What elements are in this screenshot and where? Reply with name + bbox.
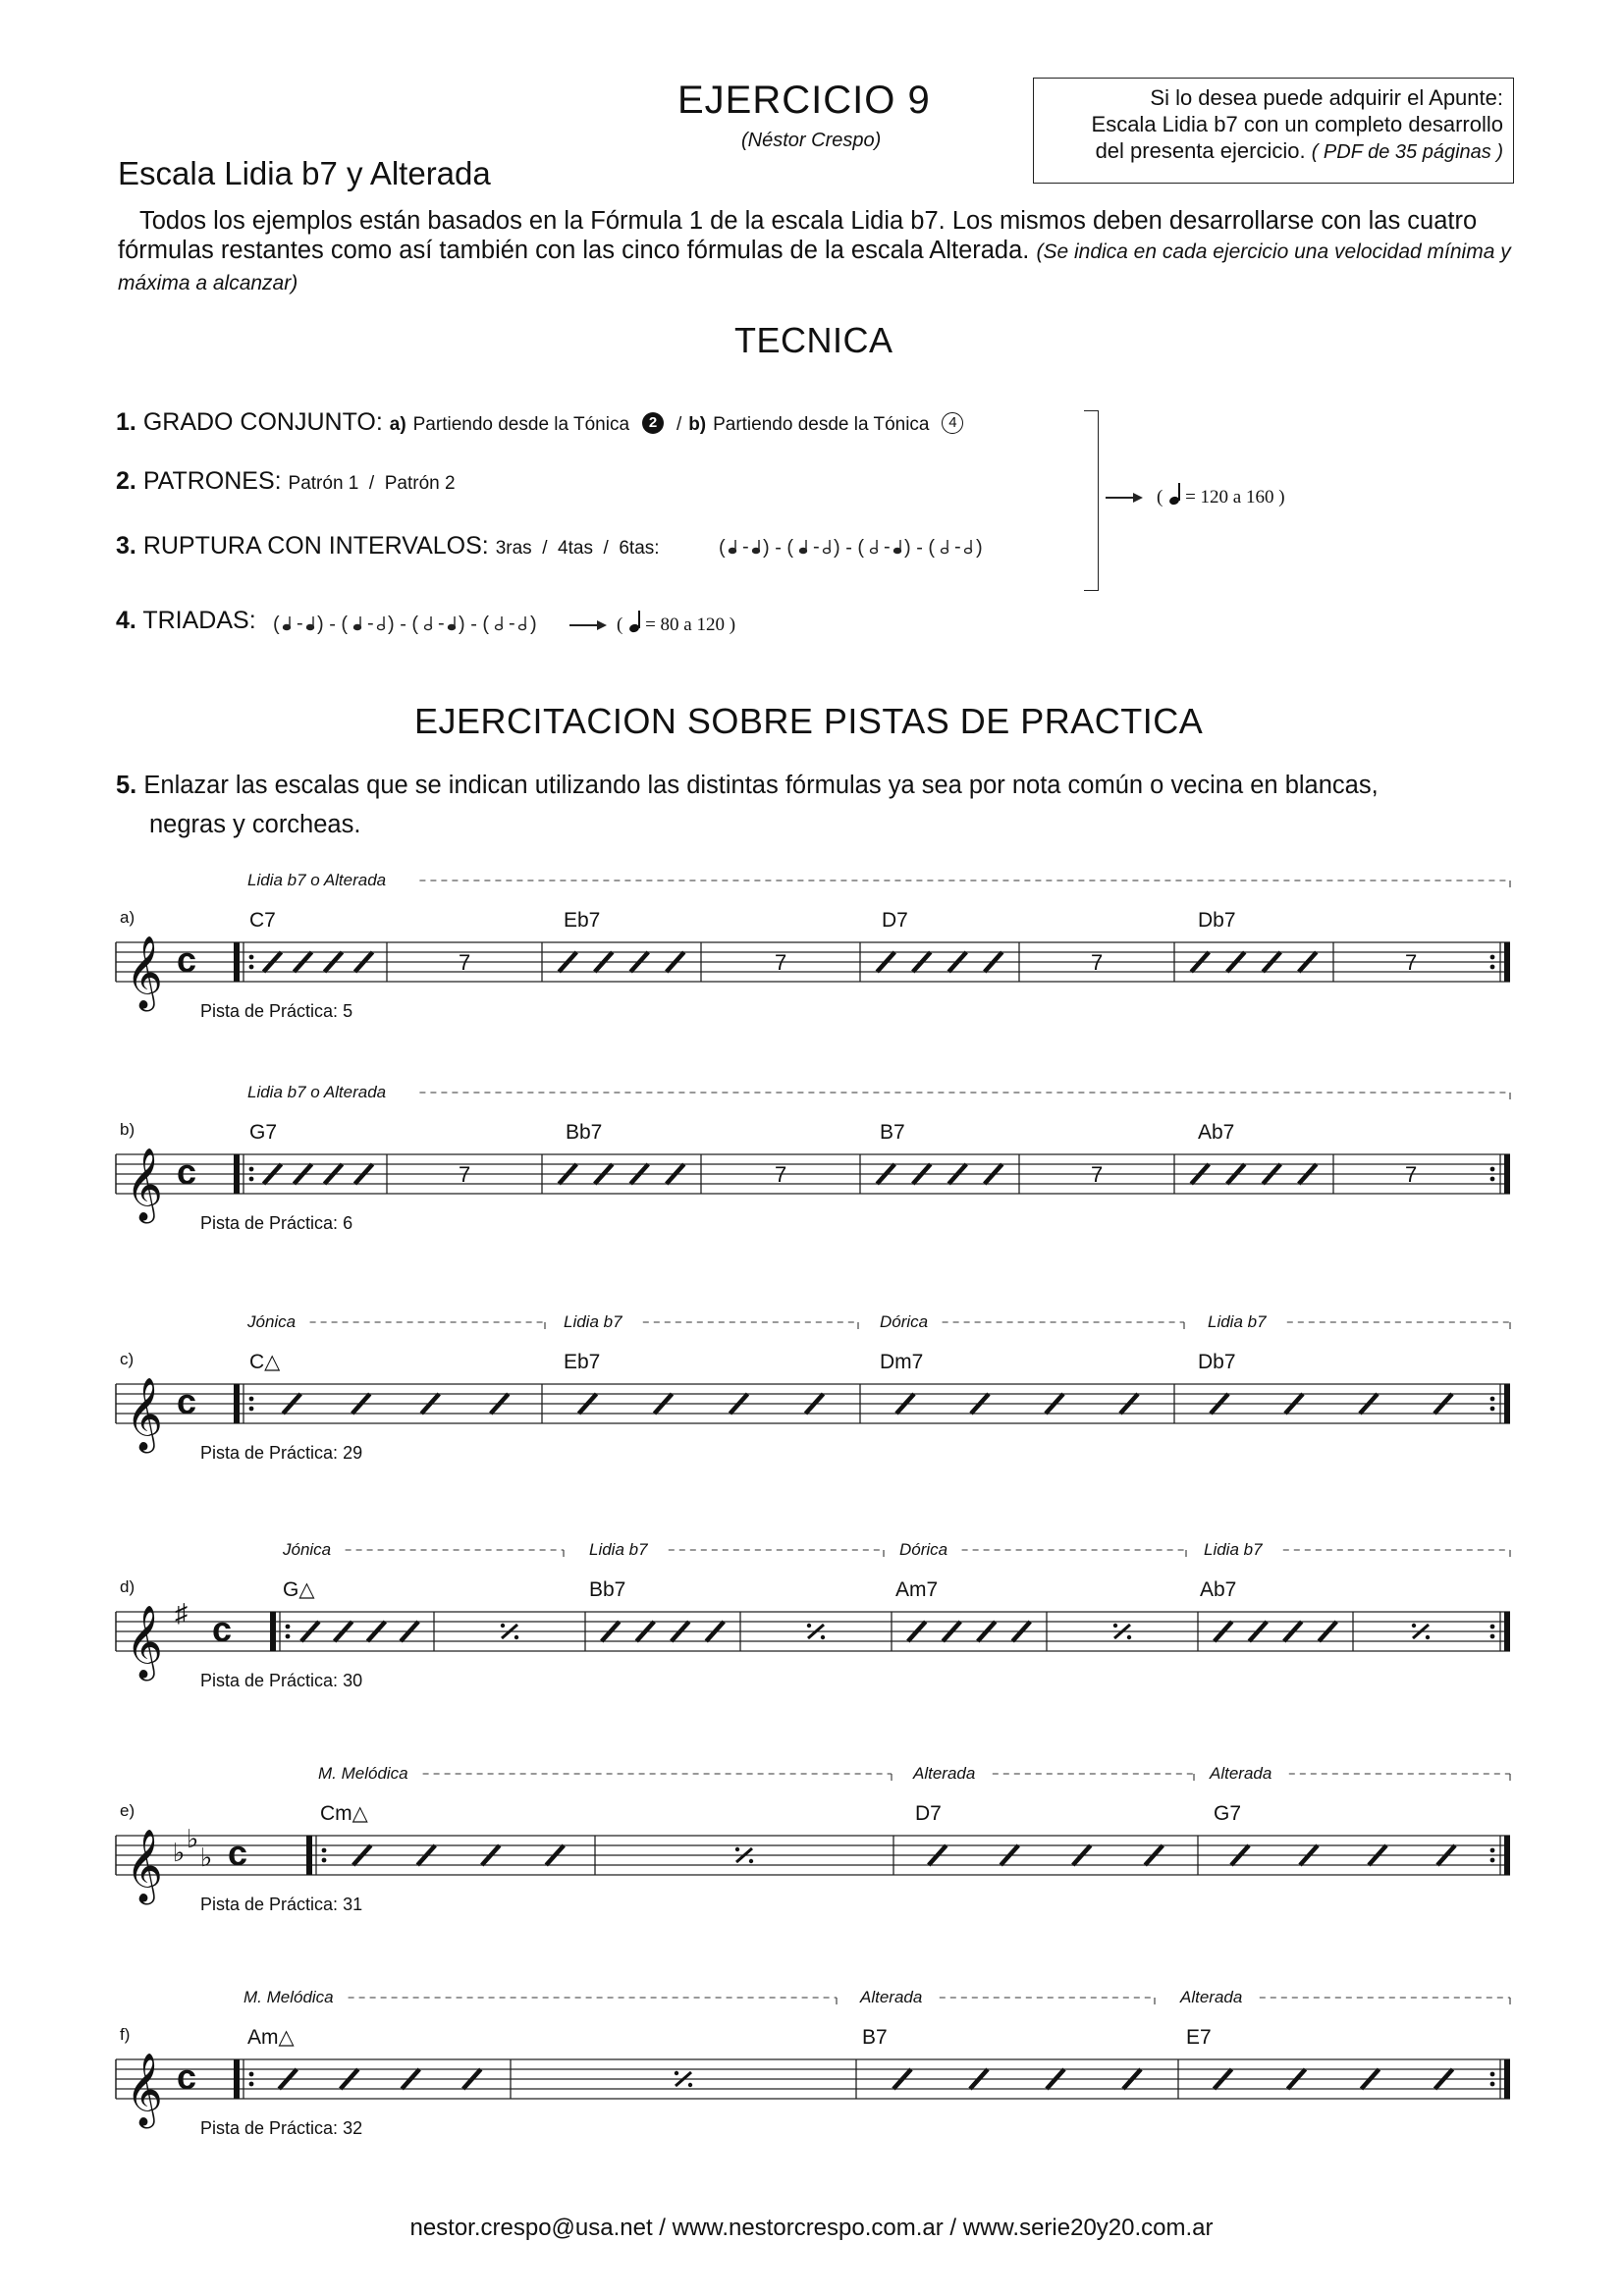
scale-label: Jónica (247, 1312, 297, 1331)
practice-track-label: Pista de Práctica: 32 (200, 2118, 363, 2138)
treble-clef-icon: 𝄞 (126, 1606, 163, 1677)
ex5-num: 5. (116, 772, 137, 799)
footer-links: nestor.crespo@usa.net / www.nestorcrespo.com.ar / www.serie20y20.com.ar (409, 2215, 1214, 2241)
svg-text:-: - (297, 613, 303, 634)
system-letter: e) (120, 1801, 135, 1820)
item-1-label: GRADO CONJUNTO: (142, 408, 383, 436)
treble-clef-icon: 𝄞 (126, 1378, 163, 1449)
item-1-sep: / (676, 414, 682, 435)
treble-clef-icon: 𝄞 (126, 1148, 163, 1219)
repeat-dot (1490, 1625, 1495, 1629)
measure-repeat-dot (1412, 1624, 1416, 1628)
repeat-dot (1490, 1858, 1495, 1863)
chord-symbol: Eb7 (564, 1351, 601, 1373)
chord-symbol: Bb7 (566, 1121, 603, 1144)
chord-symbol: Db7 (1198, 909, 1236, 932)
chord-symbol: Cm△ (320, 1802, 368, 1825)
tempo-triadas-text: = 80 a 120 (645, 614, 725, 635)
sharp-icon: ♯ (175, 1598, 188, 1628)
svg-text:-: - (438, 613, 445, 634)
chord-symbol: E7 (1186, 2026, 1212, 2049)
common-time-icon: c (212, 1609, 233, 1649)
svg-text:-: - (954, 536, 961, 558)
circle-a-number: 2 (648, 414, 658, 432)
svg-text:) - (: ) - ( (763, 537, 794, 559)
item-1-num: 1. (116, 408, 136, 436)
repeat-dot (249, 2072, 254, 2077)
scale-label: Lidia b7 o Alterada (247, 871, 387, 889)
svg-text:-: - (367, 613, 374, 634)
item-2-detail: Patrón 1 / Patrón 2 (288, 473, 456, 494)
repeat-dot (286, 1625, 291, 1629)
scale-label: M. Melódica (318, 1764, 408, 1783)
scale-label: Alterada (913, 1764, 976, 1783)
chord-symbol: G△ (283, 1578, 315, 1601)
repeat-end-thick-bar (1504, 2059, 1510, 2099)
item-1-b-label: b) (688, 414, 707, 435)
repeat-dot (249, 1407, 254, 1412)
svg-text:): ) (530, 614, 537, 635)
svg-text:) - (: ) - ( (834, 537, 865, 559)
scale-label: Lidia b7 (589, 1540, 648, 1559)
repeat-dot (1490, 2082, 1495, 2087)
svg-text:) - (: ) - ( (904, 537, 936, 559)
chord-symbol: Ab7 (1198, 1121, 1235, 1144)
measure-mark: 7 (1091, 950, 1104, 975)
repeat-start-thick-bar (234, 942, 240, 982)
repeat-dot (249, 955, 254, 960)
note-line-1: Si lo desea puede adquirir el Apunte: (1150, 85, 1503, 110)
scale-label: Alterada (1180, 1988, 1243, 2006)
measure-repeat-dot (1426, 1635, 1430, 1639)
tecnica-heading: TECNICA (734, 320, 893, 360)
repeat-dot (1490, 1177, 1495, 1182)
repeat-dot (249, 1397, 254, 1402)
flat-icon: ♭ (187, 1824, 199, 1853)
chord-symbol: G7 (1214, 1802, 1242, 1825)
measure-repeat-dot (514, 1635, 518, 1639)
practice-track-label: Pista de Práctica: 6 (200, 1213, 353, 1233)
chord-symbol: D7 (882, 909, 908, 932)
repeat-end-thick-bar (1504, 1154, 1510, 1194)
system-letter: a) (120, 908, 135, 927)
scale-label: Jónica (283, 1540, 332, 1559)
measure-repeat-dot (807, 1624, 811, 1628)
svg-text:(: ( (273, 614, 280, 635)
tempo-main-text: = 120 a 160 (1185, 487, 1274, 507)
repeat-start-thick-bar (234, 1154, 240, 1194)
item-1-a-text: Partiendo desde la Tónica (412, 414, 630, 435)
repeat-dot (286, 1634, 291, 1639)
repeat-start-thick-bar (234, 2059, 240, 2099)
measure-mark: 7 (775, 1162, 787, 1187)
measure-mark: 7 (775, 950, 787, 975)
measure-mark: 7 (459, 950, 471, 975)
repeat-dot (249, 1177, 254, 1182)
svg-text:-: - (742, 536, 749, 558)
svg-text:): ) (976, 537, 983, 559)
repeat-dot (322, 1858, 327, 1863)
tempo-triadas: ( = 80 a 120 ) (617, 611, 735, 636)
note-small: ( PDF de 35 páginas ) (1311, 141, 1503, 163)
item-3-detail: 3ras / 4tas / 6tas: (495, 538, 660, 559)
chord-symbol: Am△ (247, 2026, 295, 2049)
measure-repeat-dot (735, 1847, 739, 1851)
system-letter: c) (120, 1350, 135, 1368)
practice-track-label: Pista de Práctica: 31 (200, 1895, 363, 1914)
measure-repeat-dot (688, 2083, 692, 2087)
scale-label: Dórica (899, 1540, 948, 1559)
measure-repeat-dot (501, 1624, 505, 1628)
repeat-dot (1490, 1634, 1495, 1639)
intro-italic: (Se indica en cada ejercicio una velocidad mínima y máxima a alcanzar) (118, 240, 1511, 294)
repeat-dot (322, 1848, 327, 1853)
measure-repeat-dot (821, 1635, 825, 1639)
repeat-start-thick-bar (234, 1384, 240, 1423)
svg-text:-: - (884, 536, 891, 558)
chord-symbol: G7 (249, 1121, 278, 1144)
measure-repeat-dot (1113, 1624, 1117, 1628)
tempo-main: ( = 120 a 160 ) (1157, 483, 1285, 508)
flat-icon: ♭ (173, 1838, 186, 1867)
chord-symbol: B7 (862, 2026, 888, 2049)
scale-label: Lidia b7 (1208, 1312, 1267, 1331)
measure-mark: 7 (1405, 1162, 1418, 1187)
practice-track-label: Pista de Práctica: 5 (200, 1001, 353, 1021)
treble-clef-icon: 𝄞 (126, 1830, 163, 1900)
repeat-end-thick-bar (1504, 1612, 1510, 1651)
intro-text: Todos los ejemplos están basados en la Fórmula 1 de la escala Lidia b7. Los mismos deben desarrollarse con las cuatro fórmulas restantes como así también con las cinco fórmulas de la escala Alterada. (118, 207, 1478, 264)
scale-label: Alterada (860, 1988, 923, 2006)
page-title: EJERCICIO 9 (677, 79, 931, 122)
repeat-dot (1490, 955, 1495, 960)
note-line-3-text: del presenta ejercicio. (1095, 138, 1306, 163)
subtitle: Escala Lidia b7 y Alterada (118, 155, 491, 191)
ex5-text-1: Enlazar las escalas que se indican utilizando las distintas fórmulas ya sea por nota común o vecina en blancas, (143, 772, 1379, 799)
item-2-num: 2. (116, 467, 136, 495)
scale-label: Alterada (1210, 1764, 1272, 1783)
repeat-dot (249, 965, 254, 970)
repeat-start-thick-bar (306, 1836, 312, 1875)
practice-track-label: Pista de Práctica: 30 (200, 1671, 363, 1690)
measure-repeat-dot (1127, 1635, 1131, 1639)
flat-icon: ♭ (200, 1842, 213, 1872)
chord-symbol: Dm7 (880, 1351, 924, 1373)
repeat-dot (1490, 1407, 1495, 1412)
svg-text:-: - (813, 536, 820, 558)
repeat-dot (1490, 965, 1495, 970)
common-time-icon: c (177, 1151, 197, 1192)
repeat-start-thick-bar (270, 1612, 276, 1651)
scale-label: Lidia b7 (564, 1312, 622, 1331)
repeat-dot (1490, 1397, 1495, 1402)
common-time-icon: c (177, 939, 197, 980)
note-line-2: Escala Lidia b7 con un completo desarrollo (1091, 112, 1503, 136)
item-1-b-text: Partiendo desde la Tónica (713, 414, 930, 435)
repeat-end-thick-bar (1504, 1836, 1510, 1875)
measure-mark: 7 (1405, 950, 1418, 975)
item-4-label: TRIADAS: (142, 607, 256, 634)
practice-track-label: Pista de Práctica: 29 (200, 1443, 363, 1463)
repeat-dot (1490, 2072, 1495, 2077)
repeat-end-thick-bar (1504, 1384, 1510, 1423)
scale-label: Lidia b7 o Alterada (247, 1083, 387, 1101)
system-letter: b) (120, 1120, 135, 1139)
scale-label: Lidia b7 (1204, 1540, 1263, 1559)
chord-symbol: C7 (249, 909, 276, 932)
chord-symbol: Am7 (895, 1578, 939, 1601)
chord-symbol: Ab7 (1200, 1578, 1237, 1601)
repeat-end-thick-bar (1504, 942, 1510, 982)
chord-symbol: D7 (915, 1802, 942, 1825)
scale-label: M. Melódica (243, 1988, 334, 2006)
author: (Néstor Crespo) (741, 130, 882, 151)
svg-text:(: ( (719, 537, 726, 559)
treble-clef-icon: 𝄞 (126, 936, 163, 1007)
svg-text:) - (: ) - ( (317, 614, 349, 635)
repeat-dot (1490, 1167, 1495, 1172)
ex5-line-2: negras y corcheas. (149, 811, 361, 838)
item-2-label: PATRONES: (142, 467, 282, 495)
chord-symbol: Db7 (1198, 1351, 1236, 1373)
chord-symbol: C△ (249, 1351, 281, 1373)
item-3-label: RUPTURA CON INTERVALOS: (142, 532, 489, 560)
item-1-a-label: a) (389, 414, 406, 435)
scale-label: Dórica (880, 1312, 929, 1331)
ejercitacion-heading: EJERCITACION SOBRE PISTAS DE PRACTICA (414, 701, 1204, 741)
system-letter: d) (120, 1577, 135, 1596)
measure-mark: 7 (1091, 1162, 1104, 1187)
chord-symbol: Eb7 (564, 909, 601, 932)
measure-repeat-dot (749, 1859, 753, 1863)
chord-symbol: B7 (880, 1121, 905, 1144)
repeat-dot (249, 2082, 254, 2087)
repeat-dot (1490, 1848, 1495, 1853)
item-4-num: 4. (116, 607, 136, 634)
svg-text:-: - (509, 613, 515, 634)
common-time-icon: c (177, 2056, 197, 2097)
measure-mark: 7 (459, 1162, 471, 1187)
system-letter: f) (120, 2025, 131, 2044)
item-3-num: 3. (116, 532, 136, 560)
svg-text:) - (: ) - ( (388, 614, 419, 635)
common-time-icon: c (177, 1381, 197, 1421)
common-time-icon: c (228, 1833, 248, 1873)
chord-symbol: Bb7 (589, 1578, 626, 1601)
repeat-dot (249, 1167, 254, 1172)
svg-text:) - (: ) - ( (459, 614, 490, 635)
circle-b-number: 4 (948, 414, 957, 432)
measure-repeat-dot (675, 2071, 678, 2075)
treble-clef-icon: 𝄞 (126, 2054, 163, 2124)
